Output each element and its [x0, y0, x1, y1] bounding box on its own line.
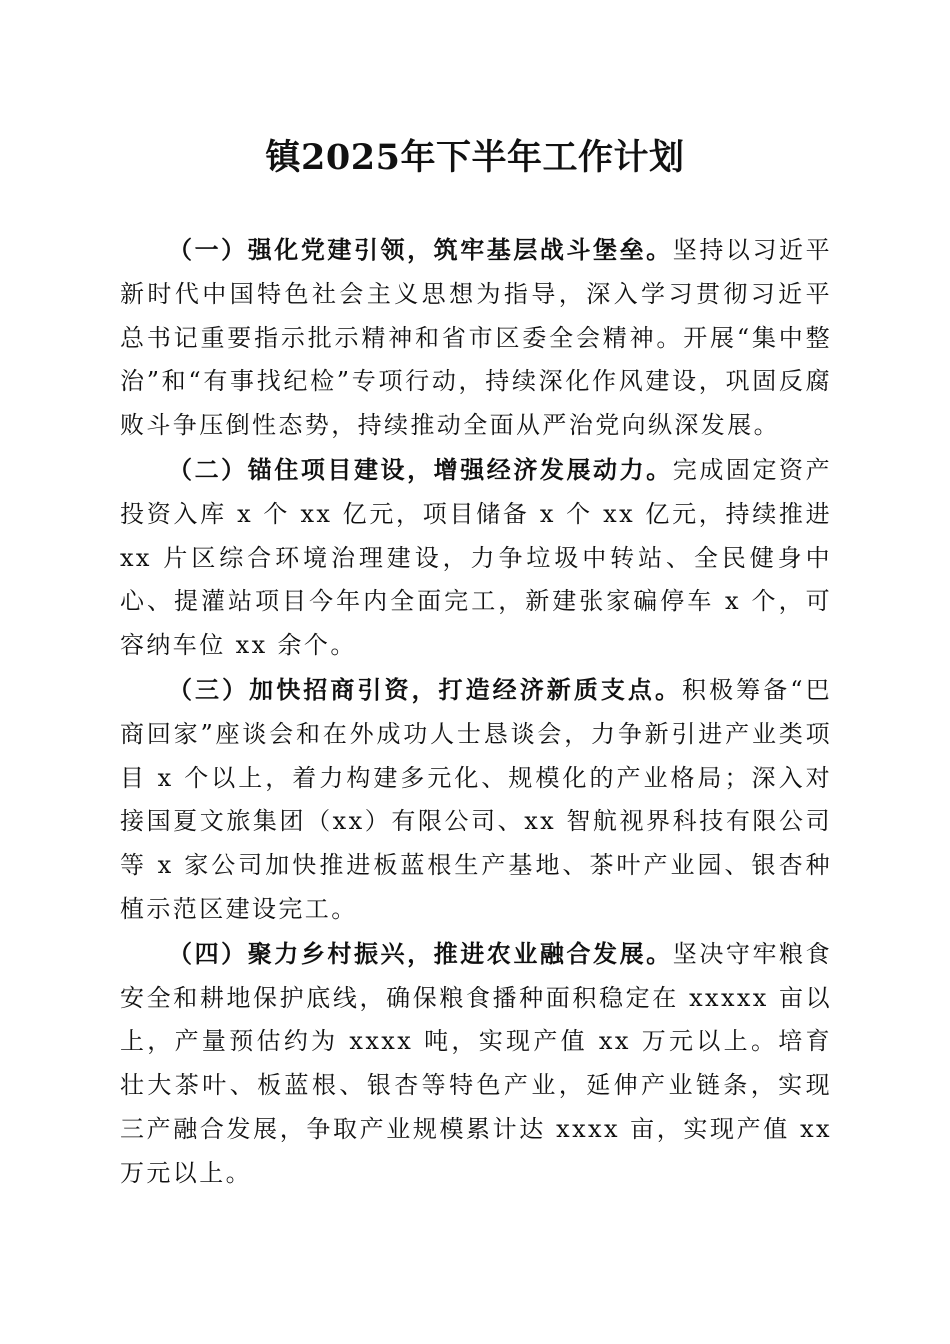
paragraph-1 [120, 228, 832, 448]
paragraph-text: 坚持以习近平新时代中国特色社会主义思想为指导，深入学习贯彻习近平总书记重要指示批示精神和省市区委全会精神。开展“集中整治”和“有事找纪检”专项行动，持续深化作风建设，巩固反腐败斗争压倒性态势，持续推动全面从严治党向纵深发展。 [120, 236, 832, 440]
document-title: 镇2025年下半年工作计划 [265, 137, 685, 178]
paragraph-heading: （一）强化党建引领，筑牢基层战斗堡垒。 [168, 235, 673, 264]
document-body [120, 228, 832, 1196]
paragraph-heading: （四）聚力乡村振兴，推进农业融合发展。 [168, 938, 673, 968]
paragraph-2 [120, 448, 832, 668]
paragraph-text: 积极筹备“巴商回家”座谈会和在外成功人士恳谈会，力争新引进产业类项目 x 个以上，着力构建多元化、规模化的产业格局；深入对接国夏文旅集团（xx）有限公司、xx 智航视界科技有限公司等 x 家公司加快推进板蓝根生产基地、茶叶产业园、银杏种植示范区建设完工。 [120, 675, 832, 923]
paragraph-text: 坚决守牢粮食安全和耕地保护底线，确保粮食播种面积稳定在 xxxxx 亩以上，产量预估约为 xxxx 吨，实现产值 xx 万元以上。培育壮大茶叶、板蓝根、银杏等特色产业，延伸产业链条，实现三产融合发展，争取产业规模累计达 xxxx 亩，实现产值 xx 万元以上。 [120, 939, 832, 1187]
paragraph-4 [120, 932, 832, 1196]
paragraph-3 [120, 668, 832, 932]
paragraph-heading: （二）锚住项目建设，增强经济发展动力。 [168, 454, 673, 484]
paragraph-text: 完成固定资产投资入库 x 个 xx 亿元，项目储备 x 个 xx 亿元，持续推进 xx 片区综合环境治理建设，力争垃圾中转站、全民健身中心、提灌站项目今年内全面完工，新建张家碥停车 x 个，可容纳车位 xx 余个。 [120, 455, 832, 660]
paragraph-heading: （三）加快招商引资，打造经济新质支点。 [168, 674, 683, 704]
